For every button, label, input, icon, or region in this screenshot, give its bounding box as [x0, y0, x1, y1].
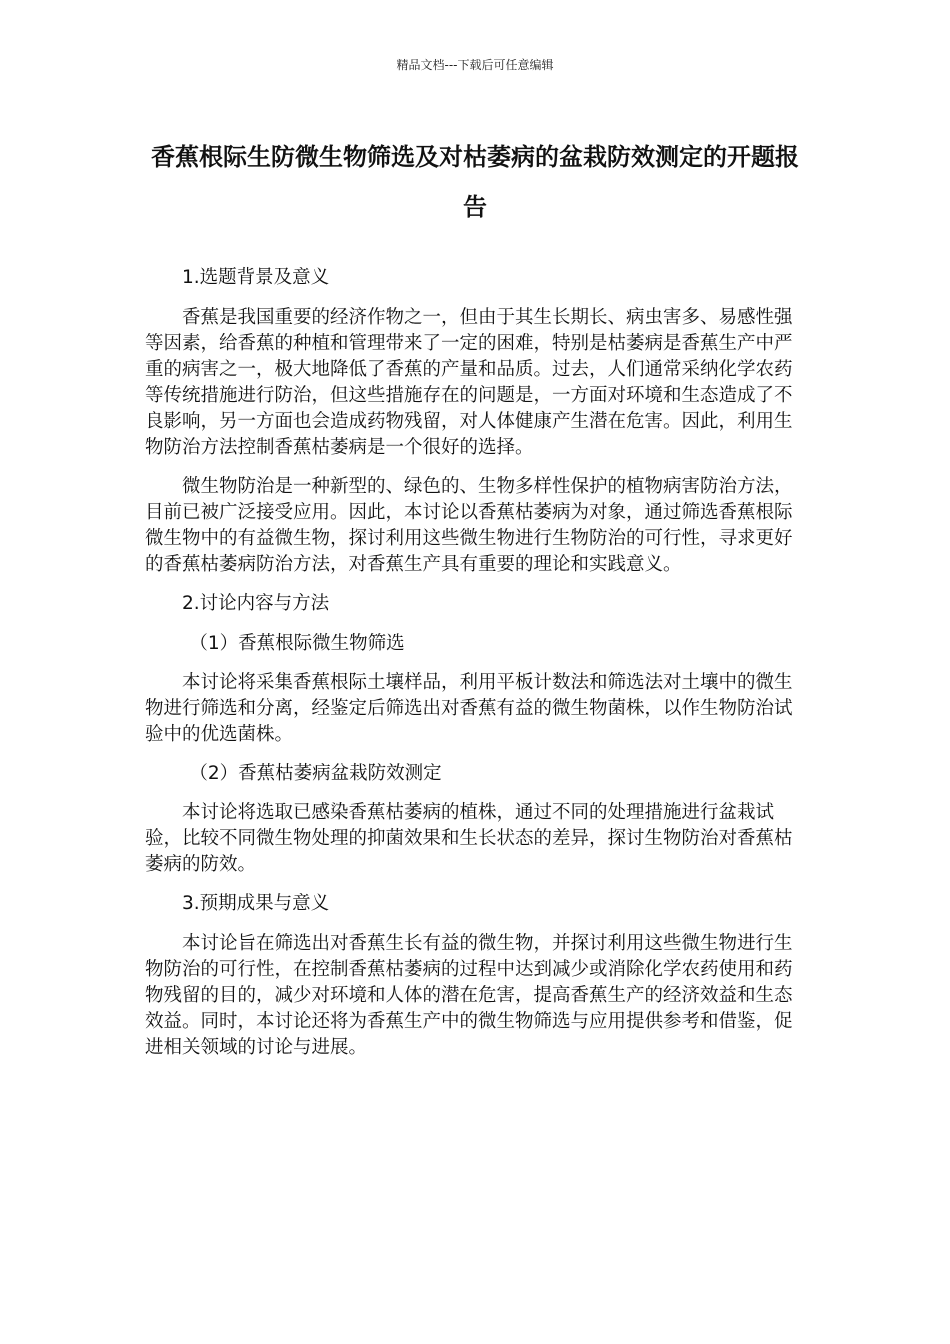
- section-2-paragraph-2: 本讨论将选取已感染香蕉枯萎病的植株，通过不同的处理措施进行盆栽试验，比较不同微生物处理的抑菌效果和生长状态的差异，探讨生物防治对香蕉枯萎病的防效。: [145, 802, 793, 875]
- document-body: [145, 265, 805, 1074]
- section-1-paragraph-1: 香蕉是我国重要的经济作物之一，但由于其生长期长、病虫害多、易感性强等因素，给香蕉的种植和管理带来了一定的困难，特别是枯萎病是香蕉生产中严重的病害之一，极大地降低了香蕉的产量和品质。过去，人们通常采纳化学农药等传统措施进行防治，但这些措施存在的问题是，一方面对环境和生态造成了不良影响，另一方面也会造成药物残留，对人体健康产生潜在危害。因此，利用生物防治方法控制香蕉枯萎病是一个很好的选择。: [145, 307, 793, 458]
- section-2-subheading-2: （2）香蕉枯萎病盆栽防效测定: [189, 763, 442, 784]
- section-2-heading: 2.讨论内容与方法: [182, 593, 330, 614]
- header-note: 精品文档---下载后可任意编辑: [396, 58, 554, 72]
- page-title: 香蕉根际生防微生物筛选及对枯萎病的盆栽防效测定的开题报告: [151, 143, 799, 221]
- section-2-subheading-1: （1）香蕉根际微生物筛选: [189, 633, 405, 654]
- section-3-paragraph-1: 本讨论旨在筛选出对香蕉生长有益的微生物，并探讨利用这些微生物进行生物防治的可行性，在控制香蕉枯萎病的过程中达到减少或消除化学农药使用和药物残留的目的，减少对环境和人体的潜在危害，提高香蕉生产的经济效益和生态效益。同时，本讨论还将为香蕉生产中的微生物筛选与应用提供参考和借鉴，促进相关领域的讨论与进展。: [145, 933, 793, 1058]
- section-3-heading: 3.预期成果与意义: [182, 893, 330, 914]
- section-1-heading: 1.选题背景及意义: [182, 267, 330, 288]
- section-1-paragraph-2: 微生物防治是一种新型的、绿色的、生物多样性保护的植物病害防治方法，目前已被广泛接受应用。因此，本讨论以香蕉枯萎病为对象，通过筛选香蕉根际微生物中的有益微生物，探讨利用这些微生物进行生物防治的可行性，寻求更好的香蕉枯萎病防治方法，对香蕉生产具有重要的理论和实践意义。: [145, 476, 793, 575]
- section-2-paragraph-1: 本讨论将采集香蕉根际土壤样品，利用平板计数法和筛选法对土壤中的微生物进行筛选和分离，经鉴定后筛选出对香蕉有益的微生物菌株，以作生物防治试验中的优选菌株。: [145, 672, 793, 745]
